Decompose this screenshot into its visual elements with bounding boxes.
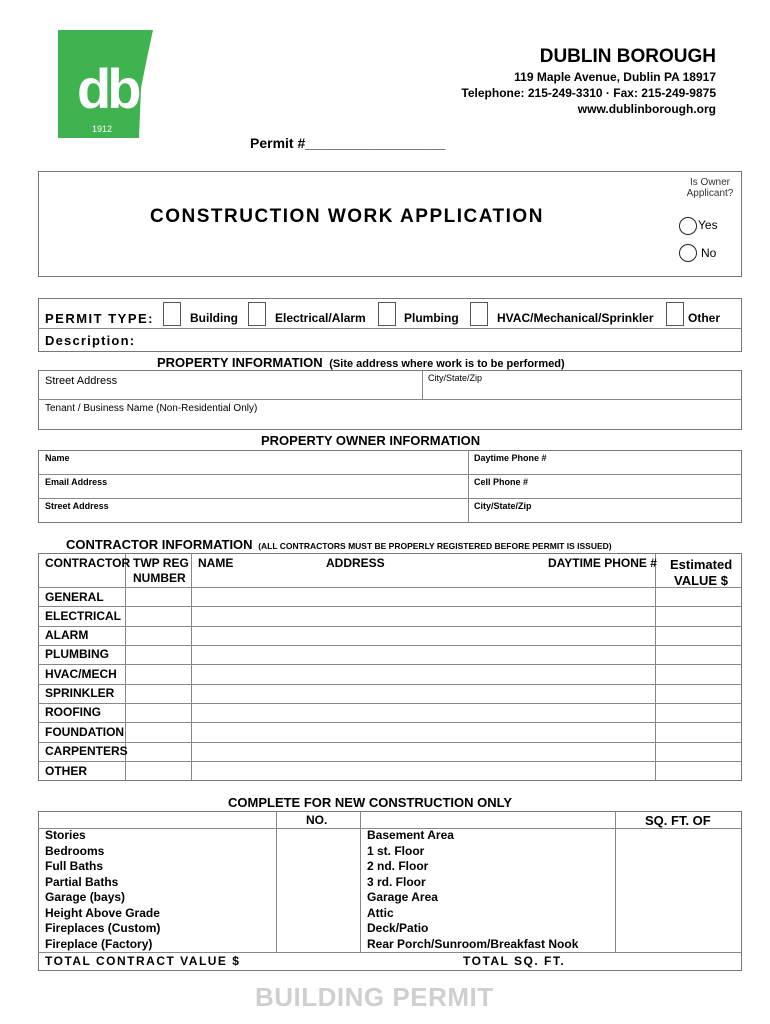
contractor-row-sprinkler[interactable]: SPRINKLER (45, 686, 115, 700)
contractor-row-roofing[interactable]: ROOFING (45, 705, 101, 719)
permit-building-checkbox[interactable] (163, 302, 181, 326)
org-website: www.dublinborough.org (577, 102, 716, 116)
owner-no-radio[interactable] (679, 244, 697, 262)
permit-electrical-checkbox[interactable] (248, 302, 266, 326)
owner-info-box (38, 450, 742, 523)
contractor-row-other[interactable]: OTHER (45, 764, 87, 778)
owner-yes-radio[interactable] (679, 217, 697, 235)
nc-third-floor[interactable]: 3 rd. Floor (367, 875, 426, 889)
col-address: ADDRESS (326, 556, 385, 570)
permit-hvac-label: HVAC/Mechanical/Sprinkler (497, 311, 654, 325)
nc-garage-area[interactable]: Garage Area (367, 890, 438, 904)
col-twp-reg: TWP REG (133, 556, 189, 570)
nc-attic[interactable]: Attic (367, 906, 394, 920)
nc-second-floor[interactable]: 2 nd. Floor (367, 859, 429, 873)
nc-rear-porch[interactable]: Rear Porch/Sunroom/Breakfast Nook (367, 937, 579, 951)
property-city-field[interactable]: City/State/Zip (428, 373, 483, 383)
contractor-row-electrical[interactable]: ELECTRICAL (45, 609, 121, 623)
col-name: NAME (198, 556, 234, 570)
col-value: VALUE $ (674, 573, 728, 588)
nc-full-baths[interactable]: Full Baths (45, 859, 104, 873)
nc-bedrooms[interactable]: Bedrooms (45, 844, 105, 858)
property-street-field[interactable]: Street Address (45, 375, 118, 387)
owner-info-heading: PROPERTY OWNER INFORMATION (261, 433, 481, 448)
col-phone: DAYTIME PHONE # (548, 556, 657, 570)
owner-cell-field[interactable]: Cell Phone # (474, 477, 529, 487)
owner-day-phone-field[interactable]: Daytime Phone # (474, 453, 547, 463)
col-number: NUMBER (133, 571, 186, 585)
property-info-subheading: (Site address where work is to be performed) (329, 358, 565, 370)
permit-plumbing-label: Plumbing (404, 311, 459, 325)
permit-type-label: PERMIT TYPE: (45, 311, 155, 326)
contractor-row-alarm[interactable]: ALARM (45, 628, 89, 642)
property-info-box (38, 370, 742, 430)
logo-year: 1912 (92, 124, 113, 134)
total-contract-value[interactable]: TOTAL CONTRACT VALUE $ (45, 954, 241, 968)
permit-hvac-checkbox[interactable] (470, 302, 488, 326)
property-info-heading: PROPERTY INFORMATION (Site address where work is to be performed) (157, 355, 565, 370)
no-label: NO. (306, 813, 328, 827)
nc-garage-bays[interactable]: Garage (bays) (45, 890, 126, 904)
contractor-info-heading: CONTRACTOR INFORMATION (ALL CONTRACTORS MUST BE PROPERLY REGISTERED BEFORE PERMIT IS ISSUED) (66, 537, 612, 552)
form-title: CONSTRUCTION WORK APPLICATION (150, 206, 544, 227)
total-sqft[interactable]: TOTAL SQ. FT. (463, 954, 566, 968)
owner-yes-label: Yes (698, 218, 718, 232)
nc-stories[interactable]: Stories (45, 828, 86, 842)
permit-plumbing-checkbox[interactable] (378, 302, 396, 326)
col-estimated: Estimated (670, 557, 733, 572)
nc-fireplaces-custom[interactable]: Fireplaces (Custom) (45, 921, 161, 935)
contractor-row-plumbing[interactable]: PLUMBING (45, 647, 109, 661)
nc-first-floor[interactable]: 1 st. Floor (367, 844, 425, 858)
nc-fireplace-factory[interactable]: Fireplace (Factory) (45, 937, 153, 951)
contractor-row-foundation[interactable]: FOUNDATION (45, 725, 125, 739)
owner-email-field[interactable]: Email Address (45, 477, 108, 487)
permit-other-checkbox[interactable] (666, 302, 684, 326)
org-address: 119 Maple Avenue, Dublin PA 18917 (514, 70, 716, 84)
owner-no-label: No (701, 246, 717, 260)
contractor-info-note: (ALL CONTRACTORS MUST BE PROPERLY REGISTERED BEFORE PERMIT IS ISSUED) (258, 541, 612, 551)
permit-number-field[interactable]: Permit #__________________ (250, 135, 446, 151)
owner-name-field[interactable]: Name (45, 453, 70, 463)
nc-height[interactable]: Height Above Grade (45, 906, 160, 920)
nc-partial-baths[interactable]: Partial Baths (45, 875, 119, 889)
tenant-field[interactable]: Tenant / Business Name (Non-Residential Only) (45, 403, 258, 414)
logo-letters: db (77, 57, 138, 120)
contractor-row-hvac[interactable]: HVAC/MECH (45, 667, 117, 681)
col-contractor: CONTRACTOR (45, 556, 131, 570)
building-permit-watermark: BUILDING PERMIT (255, 982, 494, 1012)
permit-electrical-label: Electrical/Alarm (275, 311, 366, 325)
owner-street-field[interactable]: Street Address (45, 501, 109, 511)
nc-deck[interactable]: Deck/Patio (367, 921, 429, 935)
permit-building-label: Building (190, 311, 238, 325)
sqft-label: SQ. FT. OF (645, 813, 711, 828)
permit-other-label: Other (688, 311, 721, 325)
owner-question: Is Owner Applicant? (686, 177, 734, 199)
dublin-logo (55, 28, 155, 140)
contractor-row-carpenters[interactable]: CARPENTERS (45, 744, 128, 758)
org-name: DUBLIN BOROUGH (539, 46, 716, 67)
contractor-row-general[interactable]: GENERAL (45, 590, 104, 604)
new-construction-heading: COMPLETE FOR NEW CONSTRUCTION ONLY (228, 795, 513, 810)
org-phone: Telephone: 215-249-3310 · Fax: 215-249-9875 (461, 86, 716, 100)
owner-city-field[interactable]: City/State/Zip (474, 501, 532, 511)
nc-basement[interactable]: Basement Area (367, 828, 454, 842)
description-field[interactable]: Description: (45, 333, 136, 348)
